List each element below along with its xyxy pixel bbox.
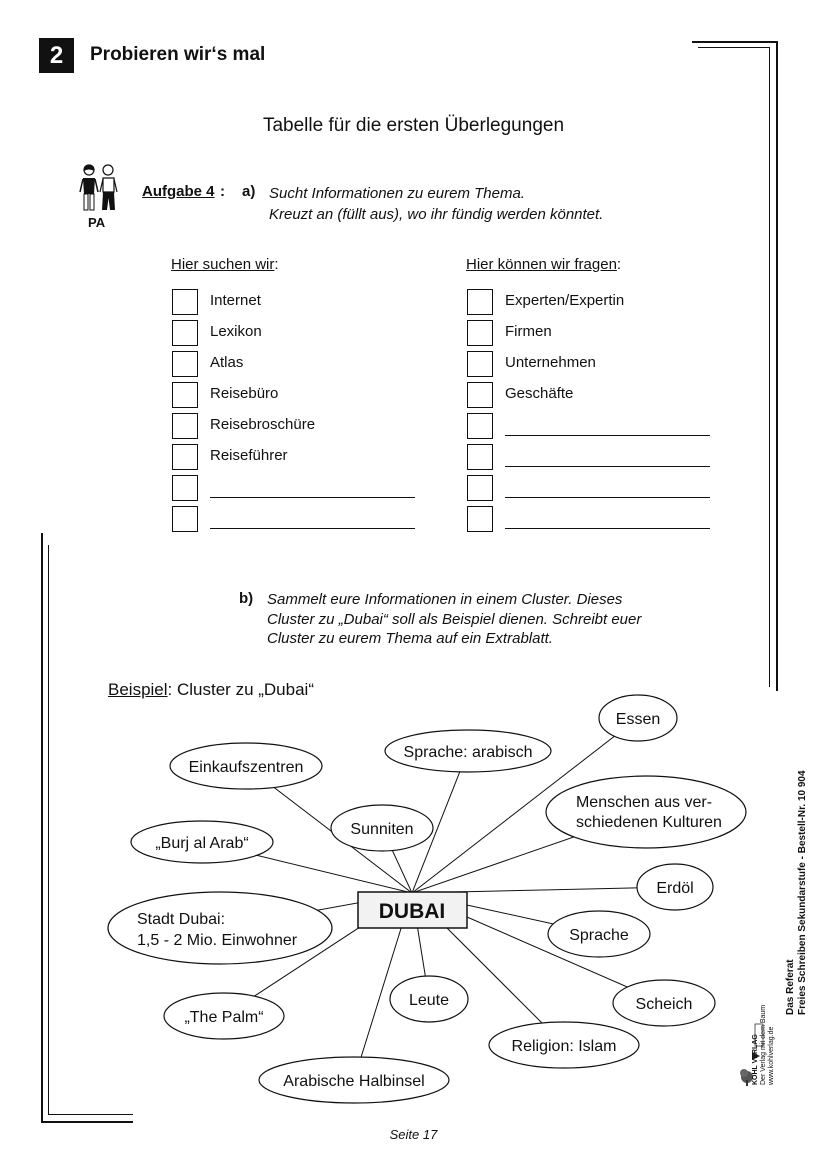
task-label: Aufgabe 4 [142,183,215,200]
right-list-heading-text: Hier können wir fragen [466,256,617,273]
side-publication-info [785,770,809,1015]
work-mode-label: PA [88,215,106,230]
checklist-item-label: Unternehmen [505,354,596,371]
page-number: Seite 17 [389,1127,438,1142]
task-part-b-marker: b) [239,590,254,607]
example-label: Beispiel [108,680,168,699]
node-label-menschen-line2: schiedenen Kulturen [576,814,722,831]
side-title: Das Referat [785,959,796,1015]
left-list-heading-colon: : [274,256,279,273]
checklist-item-label: Geschäfte [505,385,574,402]
center-node-label: DUBAI [378,900,446,923]
right-list-heading-colon: : [616,256,622,273]
chapter-number-box: 2 [39,38,74,73]
task-part-a-line: Kreuzt an (füllt aus), wo ihr fündig werden könntet. [269,206,604,223]
page-title-text: Tabelle für die ersten Überlegungen [262,115,565,136]
chapter-title: Probieren wir‘s mal [90,44,266,65]
publisher-tagline: Der Verlag mit dem Baum [760,1004,767,1085]
left-list-heading-text: Hier suchen wir [171,256,275,273]
node-stadt [108,892,332,964]
node-label-halbinsel: Arabische Halbinsel [283,1073,425,1090]
side-subtitle: Freies Schreiben Sekundarstufe - Bestell-Nr. 10 904 [797,770,808,1015]
task-part-a-marker: a) [242,183,256,200]
checklist-item-label: Atlas [210,354,244,371]
node-label-stadt-line1: Stadt Dubai: [137,911,226,928]
node-label-burj: „Burj al Arab“ [155,835,249,852]
node-label-sunniten: Sunniten [350,821,414,838]
publisher-logo-text [752,1005,776,1085]
node-label-the-palm: „The Palm“ [184,1009,264,1026]
node-label-einkaufszentren: Einkaufszentren [188,759,304,776]
task-part-b-line: Cluster zu „Dubai“ soll als Beispiel dienen. Schreibt euer [267,610,642,628]
checklist-item-label: Reisebroschüre [210,416,316,433]
checklist-item-label: Reiseführer [210,447,288,464]
task-part-b-line: Sammelt eure Informationen in einem Cluster. Dieses [267,591,623,608]
node-label-scheich: Scheich [635,996,693,1013]
checklist-item-label: Internet [210,292,261,309]
node-label-stadt-line2: 1,5 - 2 Mio. Einwohner [137,932,298,949]
node-label-menschen-line1: Menschen aus ver- [575,794,713,811]
node-label-erdoel: Erdöl [656,880,694,897]
node-label-leute: Leute [408,992,450,1009]
node-label-essen: Essen [615,711,661,728]
node-label-sprache: Sprache [569,927,629,944]
publisher-name: KOHL VERLAG [752,1034,759,1085]
checklist-item-label: Lexikon [210,323,262,340]
checklist-item-label: Reisebüro [210,385,279,402]
publisher-website: www.kohlverlag.de [768,1026,775,1085]
node-label-religion: Religion: Islam [511,1038,617,1055]
task-part-a-line: Sucht Informationen zu eurem Thema. [269,185,525,202]
example-heading-rest: : Cluster zu „Dubai“ [167,680,314,699]
checklist-item-label: Experten/Expertin [505,292,625,309]
task-part-b-line: Cluster zu eurem Thema auf ein Extrablatt. [267,630,553,647]
node-menschen [546,776,746,848]
node-label-sprache-arabisch: Sprache: arabisch [403,744,533,761]
task-colon: : [220,183,225,200]
checklist-item-label: Firmen [505,323,552,340]
